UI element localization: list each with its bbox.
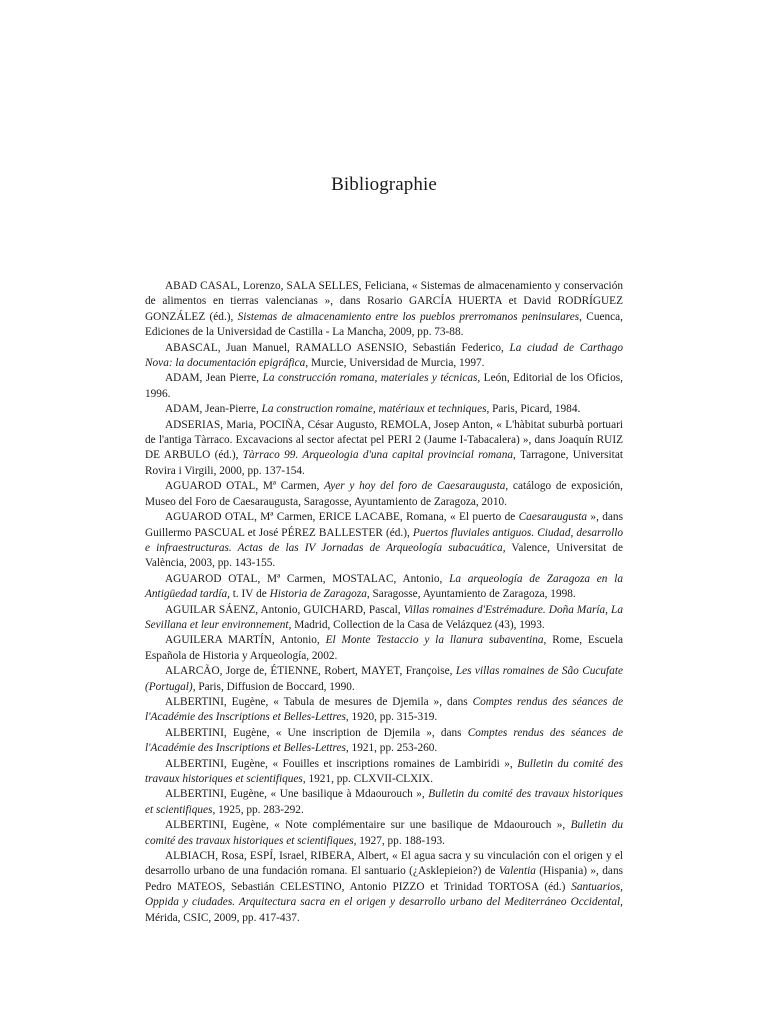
entry-text: AGUAROD OTAL, Mª Carmen, [165, 480, 324, 493]
entry-text: ALARCÃO, Jorge de, ÉTIENNE, Robert, MAYET, Françoise, [165, 665, 456, 678]
entry-text: ALBERTINI, Eugène, « Une basilique à Mdaourouch », [165, 788, 429, 801]
entry-text: ALBIACH, Rosa, ESPÍ, Israel, RIBERA, Albert, « El agua sacra y su vinculación con el origen y el desarrollo urbano de una fundación romana. El santuario (¿Asklepieion?) de [145, 850, 623, 878]
bibliography-entry [145, 633, 623, 664]
entry-text: AGUILERA MARTÍN, Antonio, [165, 634, 326, 647]
bibliography-entry [145, 787, 623, 818]
page-title: Bibliographie [331, 174, 437, 195]
entry-text: , Mérida, CSIC, 2009, pp. 417-437. [145, 896, 623, 924]
bibliography-entry [145, 603, 623, 634]
entry-text: ADAM, Jean-Pierre, [165, 403, 262, 416]
entry-text: ALBERTINI, Eugène, « Tabula de mesures de Djemila », dans [165, 695, 473, 708]
bibliography-entry [145, 479, 623, 510]
entry-title-italic: Bulletin du comité des travaux historiques et scientifiques [145, 757, 623, 785]
entry-title-italic: Comptes rendus des séances de l'Académie des Inscriptions et Belles-Lettres [145, 695, 623, 724]
entry-text: , Valence, Universitat de València, 2003, pp. 143-155. [145, 541, 624, 570]
entry-text: , Rome, Escuela Española de Historia y Arqueología, 2002. [145, 634, 624, 662]
entry-title-italic: Santuarios, Oppida y ciudades. Arquitectura sacra en el origen y desarrollo urbano del Mediterráneo Occidental [145, 880, 623, 909]
entry-title-italic: Ayer y hoy del foro de Caesaraugusta [324, 480, 506, 493]
bibliography-entry [145, 818, 623, 849]
bibliography-entry [145, 726, 623, 757]
entry-text: ALBERTINI, Eugène, « Fouilles et inscriptions romaines de Lambiridi », [165, 757, 518, 770]
entry-title-italic: La construcción romana, materiales y técnicas, [262, 372, 481, 385]
entry-text: , 1921, pp. CLXVII-CLXIX. [302, 773, 434, 785]
entry-text: ALBERTINI, Eugène, « Une inscription de Djemila », dans [165, 726, 468, 739]
bibliography-entry [145, 572, 623, 603]
entry-text: ABAD CASAL, Lorenzo, SALA SELLES, Feliciana, « Sistemas de almacenamiento y conservación de alimentos en tierras valencianas », dans Rosario GARCÍA HUERTA et David RODRÍGUEZ GONZÁLEZ (éd.), [145, 280, 623, 323]
entry-title-italic: La arqueología de Zaragoza en la Antigüedad tardía [145, 572, 623, 601]
entry-text: , Paris, Diffusion de Boccard, 1990. [192, 680, 355, 693]
entry-title-italic: Valentia [498, 865, 536, 878]
entry-text: , 1925, pp. 283-292. [212, 803, 304, 816]
entry-text: , catálogo de exposición, Museo del Foro de Caesaraugusta, Saragosse, Ayuntamiento de Zaragoza, 2010. [145, 480, 623, 508]
entry-title-italic: Bulletin du comité des travaux historiques et scientifiques [145, 788, 623, 816]
entry-text: ADAM, Jean Pierre, [165, 372, 263, 385]
entry-title-italic: Caesaraugusta [518, 511, 588, 524]
bibliography-entry [145, 664, 623, 695]
bibliography-entry [145, 849, 623, 926]
entry-title-italic: Puertos fluviales antiguos. Ciudad, desarrollo e infraestructuras. Actas de las IV Jornadas de Arqueología subacuática [145, 526, 624, 554]
bibliography-list [145, 279, 623, 926]
entry-title-italic: El Monte Testaccio y la llanura subaventina [325, 634, 544, 647]
entry-text: (Hispania) », dans Pedro MATEOS, Sebastián CELESTINO, Antonio PIZZO et Trinidad TORTOSA (éd.) [145, 865, 623, 893]
entry-title-italic: Villas romaines d'Estrémadure. Doña María, La Sevillana et leur environnement [145, 603, 623, 631]
entry-text: ABASCAL, Juan Manuel, RAMALLO ASENSIO, Sebastián Federico, [165, 341, 510, 354]
entry-title-italic: Bulletin du comité des travaux historiques et scientifiques [145, 819, 624, 847]
bibliography-entry [145, 279, 623, 341]
entry-text: , Murcie, Universidad de Murcia, 1997. [305, 357, 485, 370]
entry-text: , Paris, Picard, 1984. [486, 403, 581, 416]
bibliography-entry [145, 418, 623, 480]
entry-title-italic: La construction romaine, matériaux et techniques [261, 403, 487, 416]
entry-text: ADSERIAS, Maria, POCIÑA, César Augusto, REMOLA, Josep Anton, « L'hàbitat suburbà portuari de l'antiga Tàrraco. Excavacions al sector afectat pel PERI 2 (Jaume I-Tabacalera) », dans Joaquín RUIZ DE ARBULO (éd.), [145, 418, 623, 462]
entry-text: AGUILAR SÁENZ, Antonio, GUICHARD, Pascal, [165, 603, 404, 616]
entry-title-italic: Comptes rendus des séances de l'Académie des Inscriptions et Belles-Lettres [145, 726, 623, 755]
entry-text: AGUAROD OTAL, Mª Carmen, ERICE LACABE, Romana, « El puerto de [165, 511, 519, 524]
bibliography-entry [145, 757, 623, 788]
entry-text: , 1927, pp. 188-193. [353, 834, 445, 847]
bibliography-entry [145, 341, 623, 372]
entry-text: », dans Guillermo PASCUAL et José PÉREZ BALLESTER (éd.), [145, 511, 623, 539]
entry-text: León, Editorial de los Oficios, 1996. [145, 372, 623, 400]
entry-title-italic: La ciudad de Carthago Nova: la documentación epigráfica [145, 341, 624, 370]
entry-title-italic: Les villas romaines de São Cucufate (Portugal) [145, 665, 623, 693]
entry-title-italic: Sistemas de almacenamiento entre los pueblos prerromanos peninsulares [237, 310, 580, 323]
bibliography-entry [145, 510, 623, 572]
entry-text: ALBERTINI, Eugène, « Note complémentaire sur une basilique de Mdaourouch », [165, 819, 571, 832]
entry-text: , t. IV de [227, 588, 270, 601]
entry-text: , 1920, pp. 315-319. [345, 711, 438, 724]
entry-text: , 1921, pp. 253-260. [345, 742, 438, 755]
bibliography-entry [145, 695, 623, 726]
entry-text: , Cuenca, Ediciones de la Universidad de Castilla - La Mancha, 2009, pp. 73-88. [145, 310, 623, 339]
bibliography-entry [145, 402, 623, 417]
bibliography-entry [145, 371, 623, 402]
entry-text: AGUAROD OTAL, Mª Carmen, MOSTALAC, Antonio, [165, 572, 450, 585]
entry-text: , Madrid, Collection de la Casa de Velázquez (43), 1993. [288, 618, 545, 631]
entry-text: , Saragosse, Ayuntamiento de Zaragoza, 1998. [366, 588, 576, 601]
entry-text: , Tarragone, Universitat Rovira i Virgili, 2000, pp. 137-154. [145, 449, 623, 477]
entry-title-italic: Tàrraco 99. Arqueologia d'una capital provincial romana [242, 449, 514, 462]
entry-title-italic: Historia de Zaragoza [269, 588, 367, 601]
